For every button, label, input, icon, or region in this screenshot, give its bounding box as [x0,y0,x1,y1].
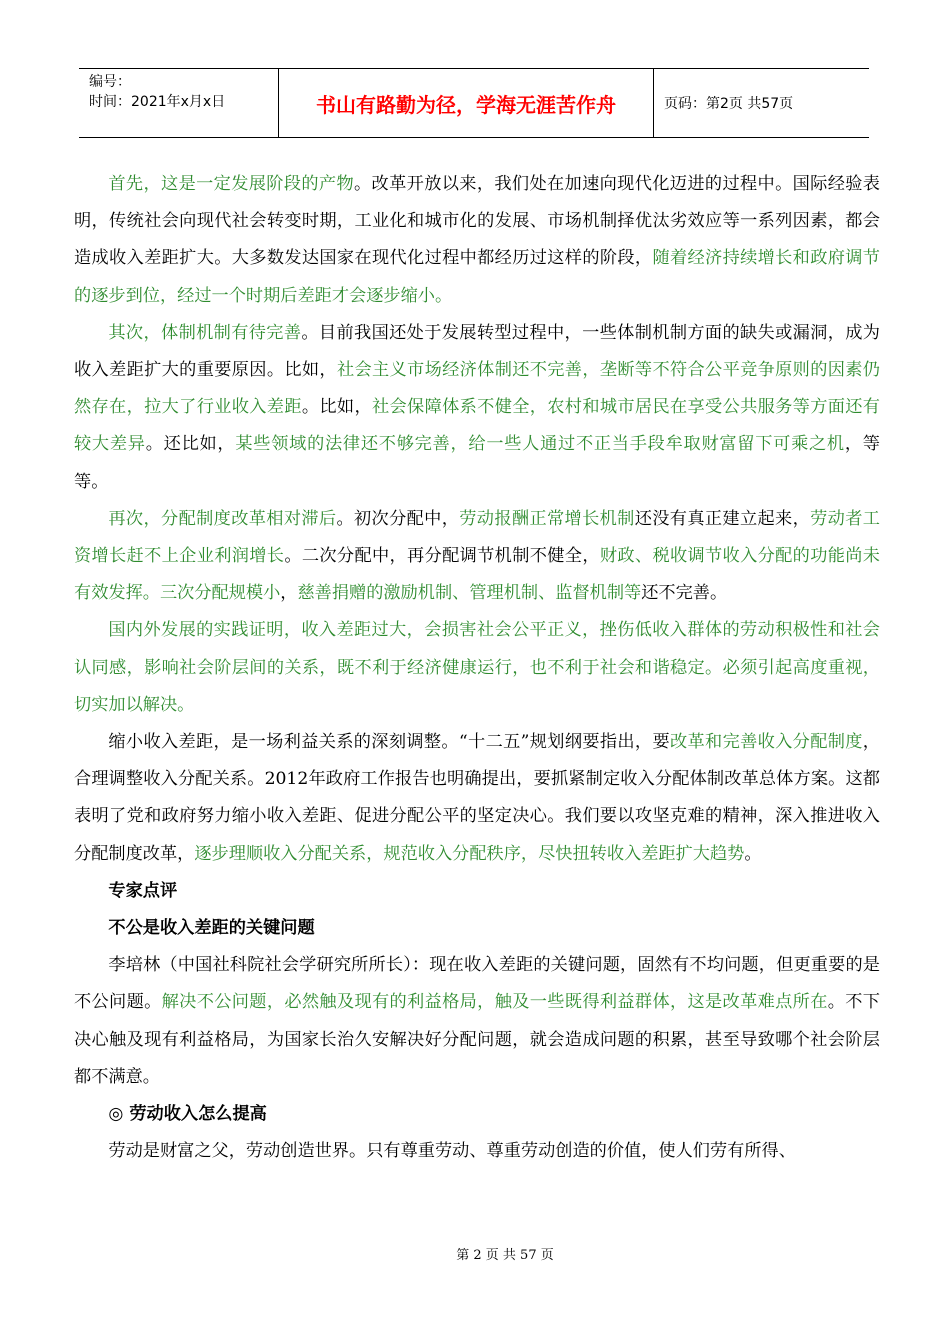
body-text: 。 [744,843,762,864]
body-text: ，等等。 [74,434,880,492]
paragraph-7 [74,1133,880,1170]
highlight-text: 某些领域的法律还不够完善，给一些人通过不正当手段牟取财富留下可乘之机 [235,434,845,455]
body-text: 缩小收入差距，是一场利益关系的深刻调整。“十二五”规划纲要指出，要 [108,732,670,753]
body-text: ， [280,583,298,604]
body-text: ，合理调整收入分配关系。2012年政府工作报告也明确提出，要抓紧制定收入分配体制改革总体方案。这都表明了党和政府努力缩小收入差距、促进分配公平的坚定决心。我们要以攻坚克难的精神，深入推进收入分配制度改革， [74,732,880,864]
header-page-label: 页码：第2页 共57页 [664,96,794,112]
paragraph-5 [74,724,880,873]
section-heading-key-issue: 不公是收入差距的关键问题 [108,918,315,939]
paragraph-3 [74,501,880,613]
section-heading-labor-income: ◎ 劳动收入怎么提高 [108,1104,267,1125]
highlight-text: 国内外发展的实践证明，收入差距过大，会损害社会公平正义，挫伤低收入群体的劳动积极性和社会认同感，影响社会阶层间的关系，既不利于经济健康运行，也不利于社会和谐稳定。必须引起高度重视，切实加以解决。 [74,620,880,715]
body-text: 。比如， [301,397,372,418]
header-table [79,68,869,138]
body-text: 。初次分配中， [336,508,460,529]
highlight-text: 劳动报酬正常增长机制 [459,508,635,529]
document-date-label: 时间：2021年x月x日 [89,94,226,110]
document-body [74,166,880,1170]
highlight-text: 社会保障体系不健全，农村和城市居民在享受公共服务等方面还有较大差异 [74,397,880,455]
paragraph-4 [74,612,880,724]
body-text: 。不下决心触及现有利益格局，为国家长治久安解决好分配问题，就会造成问题的积累，甚至导致哪个社会阶层都不满意。 [74,992,880,1087]
document-number-label: 编号： [89,74,131,90]
highlight-text: 慈善捐赠的激励机制、管理机制、监督机制等 [297,583,642,604]
section-heading-expert-review: 专家点评 [108,880,178,901]
body-text: 。二次分配中，再分配调节机制不健全， [284,546,600,567]
body-text: 还没有真正建立起来， [634,508,811,529]
paragraph-6 [74,947,880,1096]
body-text: 李培林（中国社科院社会学研究所所长）：现在收入差距的关键问题，固然有不均问题，但更重要的是不公问题。 [74,955,880,1013]
body-text: 。还比如， [145,434,236,455]
page-footer: 第 2 页 共 57 页 [456,1248,554,1263]
highlight-text: 改革和完善收入分配制度 [669,732,863,753]
highlight-text: 解决不公问题，必然触及现有的利益格局，触及一些既得利益群体，这是改革难点所在 [161,992,828,1013]
body-text: 。改革开放以来，我们处在加速向现代化迈进的过程中。国际经验表明，传统社会向现代社会转变时期，工业化和城市化的发展、市场机制择优汰劣效应等一系列因素，都会造成收入差距扩大。大多数发达国家在现代化过程中都经历过这样的阶段， [74,174,880,269]
highlight-text: 首先，这是一定发展阶段的产物 [108,174,355,194]
highlight-text: 财政、税收调节收入分配的功能尚未有效发挥。三次分配规模小 [74,546,880,604]
header-motto: 书山有路勤为径，学海无涯苦作舟 [279,69,654,137]
body-text: 。目前我国还处于发展转型过程中，一些体制机制方面的缺失或漏洞，成为收入差距扩大的重要原因。比如， [74,322,880,381]
paragraph-2 [74,315,880,501]
body-text: 劳动是财富之父，劳动创造世界。只有尊重劳动、尊重劳动创造的价值，使人们劳有所得、 [108,1141,796,1162]
body-text: 还不完善。 [641,583,728,604]
paragraph-1 [74,166,880,315]
highlight-text: 劳动者工资增长赶不上企业利润增长 [74,508,880,567]
highlight-text: 随着经济持续增长和政府调节的逐步到位，经过一个时期后差距才会逐步缩小。 [74,248,880,306]
highlight-text: 社会主义市场经济体制还不完善，垄断等不符合公平竞争原则的因素仍然存在，拉大了行业收入差距 [74,360,880,418]
highlight-text: 再次，分配制度改革相对滞后 [108,508,337,529]
highlight-text: 逐步理顺收入分配关系，规范收入分配秩序，尽快扭转收入差距扩大趋势 [194,843,745,864]
highlight-text: 其次，体制机制有待完善 [108,322,302,343]
header-meta-cell [79,69,279,137]
